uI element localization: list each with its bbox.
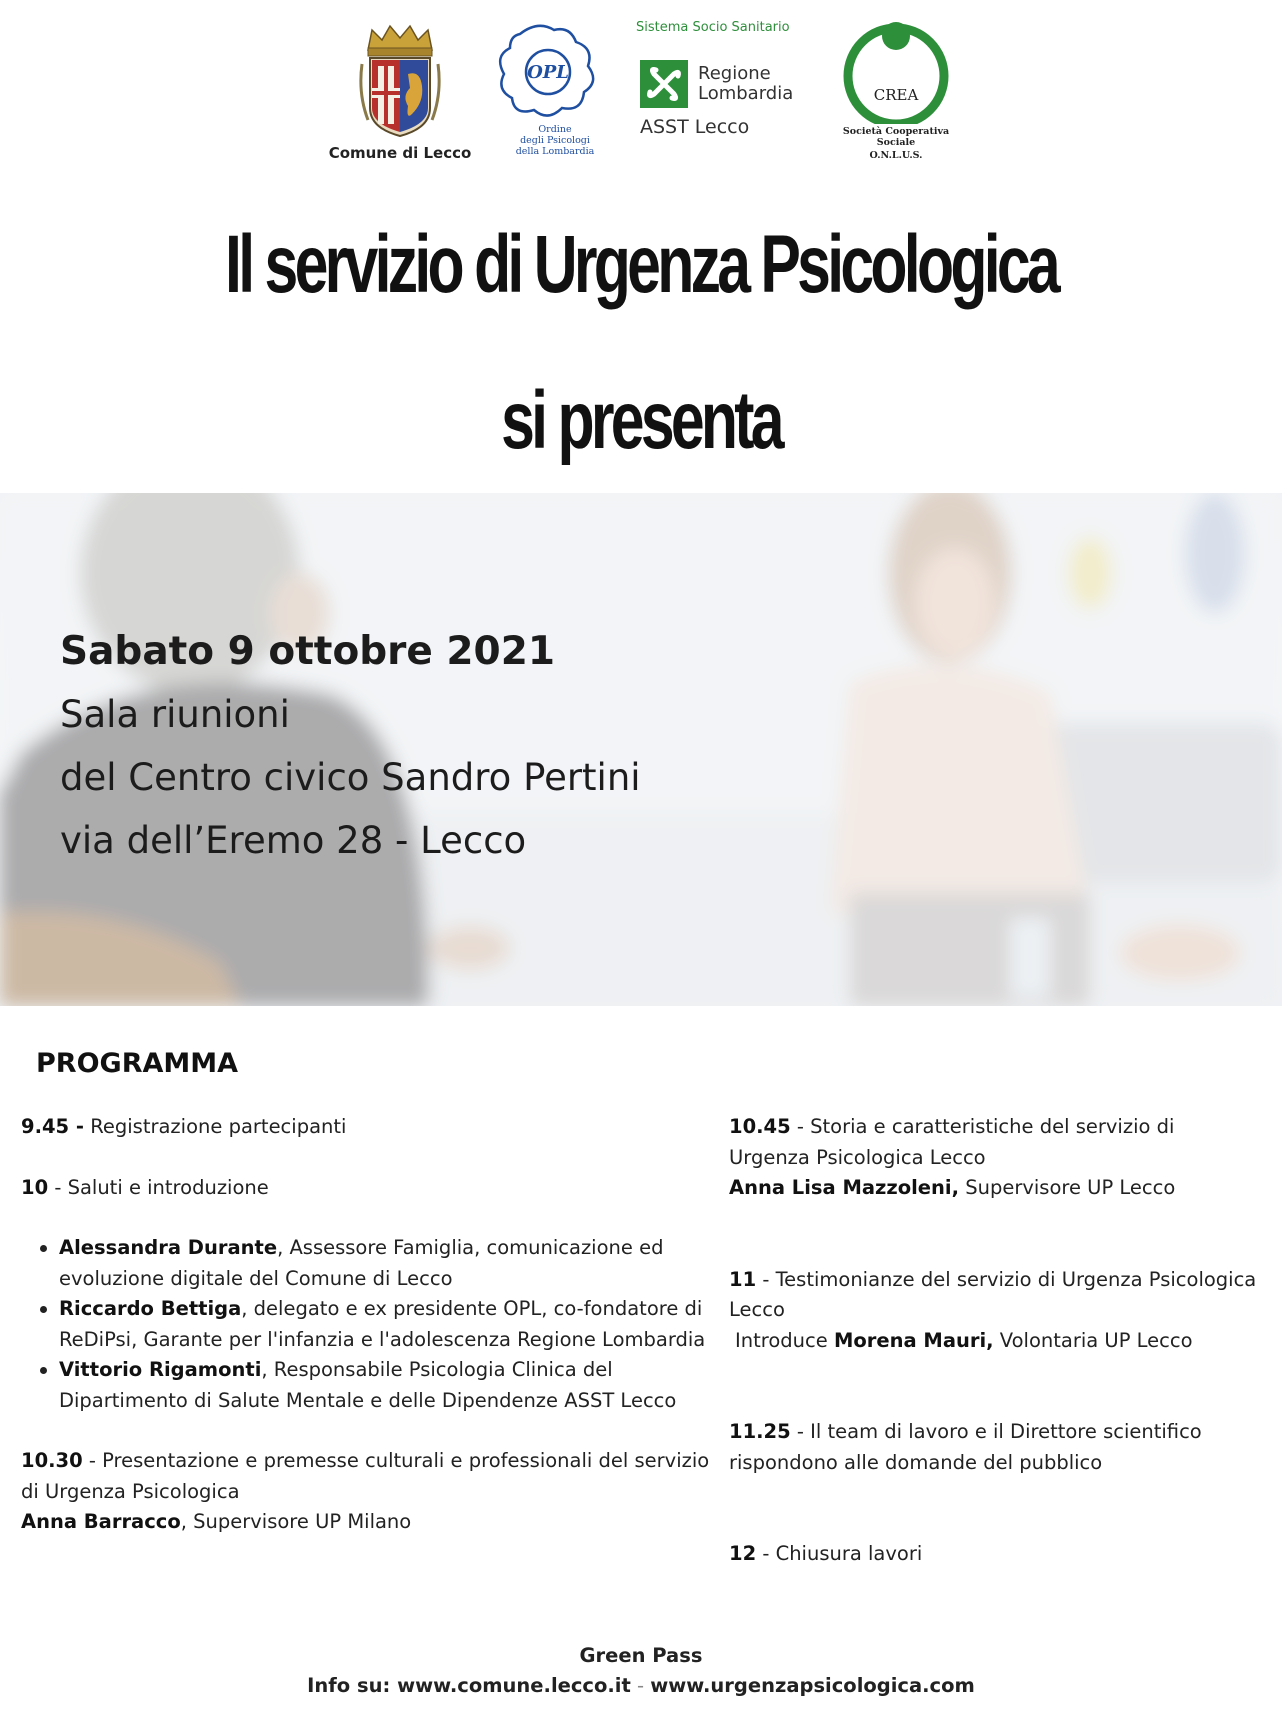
regione-name-line2: Lombardia [698,83,794,104]
event-details [60,621,641,872]
opl-caption-line2: degli Psicologi [520,135,590,146]
speaker-name: Vittorio Rigamonti [59,1358,262,1381]
opl-mark-icon [490,20,610,124]
comune-di-lecco-logo [300,20,500,162]
speaker-role: , delegato e ex presidente OPL, co-fondatore di ReDiPsi, Garante per l'infanzia e l'adolescenza Regione Lombardia [59,1297,706,1351]
programme-left-column [21,1112,711,1538]
speaker-name: Anna Lisa Mazzoleni, [729,1176,960,1199]
green-pass-notice: Green Pass [579,1644,703,1667]
programme-text: - Storia e caratteristiche del servizio di Urgenza Psicologica Lecco [729,1115,1175,1169]
speaker-name: Alessandra Durante [59,1236,278,1259]
opl-caption-line3: della Lombardia [515,146,595,157]
programme-time: 11 [729,1267,757,1291]
page-title-line1: Il servizio di Urgenza Psicologica [225,219,1057,310]
event-date: Sabato 9 ottobre 2021 [60,629,555,674]
speaker-name: Anna Barracco [21,1510,181,1533]
regione-name [698,64,793,104]
crea-mark-icon [836,20,956,124]
speaker-name: Morena Mauri, [833,1328,994,1352]
info-label: Info su: [307,1674,398,1697]
programme-time: 11.25 [729,1420,791,1443]
speaker-item [59,1294,711,1355]
programme-heading: PROGRAMMA [36,1048,239,1079]
programme-item [729,1417,1259,1478]
programme-item [21,1112,711,1143]
lombardia-rose-icon [640,60,688,108]
crea-mark-text: CREA [873,86,919,104]
page-title-line2: si presenta [501,375,781,466]
asst-lecco-caption: ASST Lecco [640,116,750,138]
speaker-role: Volontaria UP Lecco [993,1328,1193,1352]
programme-text: Registrazione partecipanti [84,1115,347,1138]
crea-caption-line1: Società Cooperativa Sociale [842,126,950,148]
programme-time: 9.45 - [21,1115,84,1138]
regione-name-line1: Regione [698,63,771,84]
hero-photo [0,493,1282,1006]
programme-item [729,1265,1259,1357]
programme-time: 10.30 [21,1449,83,1472]
comune-di-lecco-caption: Comune di Lecco [328,144,472,162]
event-venue-line2: del Centro civico Sandro Pertini [60,756,641,799]
speaker-role: Supervisore UP Lecco [959,1176,1176,1199]
opl-caption-line1: Ordine [538,124,572,135]
programme-time: 12 [729,1542,757,1565]
link-separator: - [630,1674,651,1697]
crea-logo [828,20,964,161]
speaker-role: , Assessore Famiglia, comunicazione ed evoluzione digitale del Comune di Lecco [59,1236,664,1290]
programme-item [21,1173,711,1204]
programme-text: - Saluti e introduzione [48,1175,269,1199]
speaker-name: Riccardo Bettiga [59,1297,242,1320]
opl-logo [490,20,610,157]
programme-item [729,1539,1259,1570]
crest-icon [358,24,442,140]
urgenza-website-link[interactable]: www.urgenzapsicologica.com [650,1674,975,1697]
programme-item [729,1112,1259,1204]
speaker-item [59,1233,711,1294]
speaker-list [21,1233,711,1416]
programme-item [21,1446,711,1538]
logo-bar [0,20,1282,180]
event-address: via dell’Eremo 28 - Lecco [60,819,527,862]
programme-text: Introduce [735,1328,834,1352]
opl-mark-text: OPL [527,62,569,83]
programme-text: - Testimonianze del servizio di Urgenza Psicologica Lecco [729,1267,1257,1321]
crea-caption-line2: O.N.L.U.S. [869,150,923,161]
speaker-role: , Responsabile Psicologia Clinica del Dipartimento di Salute Mentale e delle Dipendenze ASST Lecco [59,1358,677,1412]
programme-right-column [729,1112,1259,1570]
event-venue-line1: Sala riunioni [60,693,290,736]
programme-time: 10.45 [729,1115,791,1138]
regione-lombardia-logo [636,20,836,138]
programme-text: - Il team di lavoro e il Direttore scientifico rispondono alle domande del pubblico [729,1420,1202,1474]
regione-top-caption: Sistema Socio Sanitario [636,20,790,35]
speaker-role: , Supervisore UP Milano [180,1510,412,1533]
speaker-item [59,1355,711,1416]
programme-text: - Chiusura lavori [756,1542,923,1565]
opl-caption [510,124,600,157]
programme-text: - Presentazione e premesse culturali e professionali del servizio di Urgenza Psicologica [21,1449,710,1503]
programme-time: 10 [21,1175,49,1199]
comune-website-link[interactable]: www.comune.lecco.it [397,1674,631,1697]
info-line [0,1674,1282,1697]
